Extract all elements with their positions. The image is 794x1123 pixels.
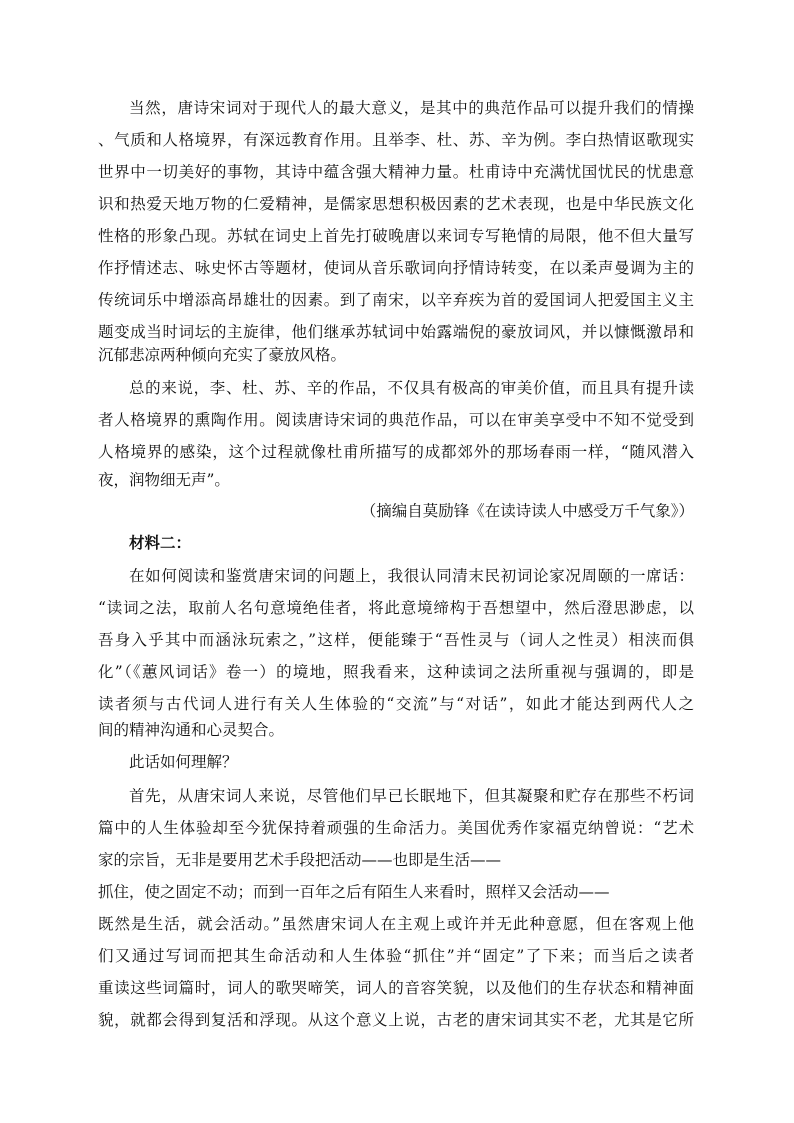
text-line: 既然是生活，就会活动。”虽然唐宋词人在主观上或许并无此种意愿，但在客观上他	[98, 915, 694, 933]
text-line: 家的宗旨，无非是要用艺术手段把活动——也即是生活——	[98, 851, 502, 869]
text-line: 、气质和人格境界，有深远教育作用。且举李、杜、苏、辛为例。李白热情讴歌现实	[98, 131, 694, 149]
text-line: “读词之法，取前人名句意境绝佳者，将此意境缔构于吾想望中，然后澄思渺虑，以	[98, 599, 694, 617]
text-line: 当然，唐诗宋词对于现代人的最大意义，是其中的典范作品可以提升我们的情操	[129, 99, 694, 117]
text-line: 题变成当时词坛的主旋律，他们继承苏轼词中始露端倪的豪放词风，并以慷慨激昂和	[98, 323, 694, 341]
text-line: 在如何阅读和鉴赏唐宋词的问题上，我很认同清末民初词论家况周颐的一席话：	[129, 567, 694, 585]
text-line: 作抒情述志、咏史怀古等题材，使词从音乐歌词向抒情诗转变，在以柔声曼调为主的	[98, 259, 694, 277]
material-heading: 材料二：	[129, 533, 192, 552]
text-line: 识和热爱天地万物的仁爱精神，是儒家思想积极因素的艺术表现，也是中华民族文化	[98, 195, 694, 213]
text-line: 吾身入乎其中而涵泳玩索之，”这样，便能臻于“吾性灵与（词人之性灵）相浃而俱	[98, 631, 694, 649]
text-line: 性格的形象凸现。苏轼在词史上首先打破晚唐以来词专写艳情的局限，他不但大量写	[98, 227, 694, 245]
text-line: 抓住，使之固定不动；而到一百年之后有陌生人来看时，照样又会活动——	[98, 883, 610, 901]
text-line: 传统词乐中增添高昂雄壮的因素。到了南宋，以辛弃疾为首的爱国词人把爱国主义主	[98, 291, 694, 309]
text-line: 沉郁悲凉两种倾向充实了豪放风格。	[98, 346, 347, 364]
text-line: 篇中的人生体验却至今犹保持着顽强的生命活力。美国优秀作家福克纳曾说：“艺术	[98, 819, 694, 837]
text-line: 读者须与古代词人进行有关人生体验的“交流”与“对话”，如此才能达到两代人之	[98, 695, 694, 713]
text-line: 世界中一切美好的事物，其诗中蕴含强大精神力量。杜甫诗中充满忧国忧民的忧患意	[98, 163, 694, 181]
text-line: 重读这些词篇时，词人的歌哭啼笑，词人的音容笑貌，以及他们的生存状态和精神面	[98, 979, 694, 997]
text-line: 者人格境界的熏陶作用。阅读唐诗宋词的典范作品，可以在审美享受中不知不觉受到	[98, 411, 694, 429]
source-citation: （摘编自莫励锋《在读诗读人中感受万千气象》）	[360, 502, 694, 520]
text-line: 夜，润物细无声”。	[98, 471, 230, 489]
text-line: 化”（《蕙风词话》卷一）的境地，照我看来，这种读词之法所重视与强调的，即是	[98, 663, 694, 681]
text-line: 总的来说，李、杜、苏、辛的作品，不仅具有极高的审美价值，而且具有提升读	[129, 379, 694, 397]
paragraph-4: 此话如何理解？	[129, 753, 238, 771]
text-line: 人格境界的感染，这个过程就像杜甫所描写的成都郊外的那场春雨一样，“随风潜入	[98, 443, 694, 461]
text-line: 首先，从唐宋词人来说，尽管他们早已长眠地下，但其凝聚和贮存在那些不朽词	[129, 787, 694, 805]
text-line: 们又通过写词而把其生命活动和人生体验“抓住”并“固定”了下来；而当后之读者	[98, 947, 694, 965]
text-line: 貌，就都会得到复活和浮现。从这个意义上说，古老的唐宋词其实不老，尤其是它所	[98, 1011, 694, 1029]
text-line: 间的精神沟通和心灵契合。	[98, 721, 285, 739]
